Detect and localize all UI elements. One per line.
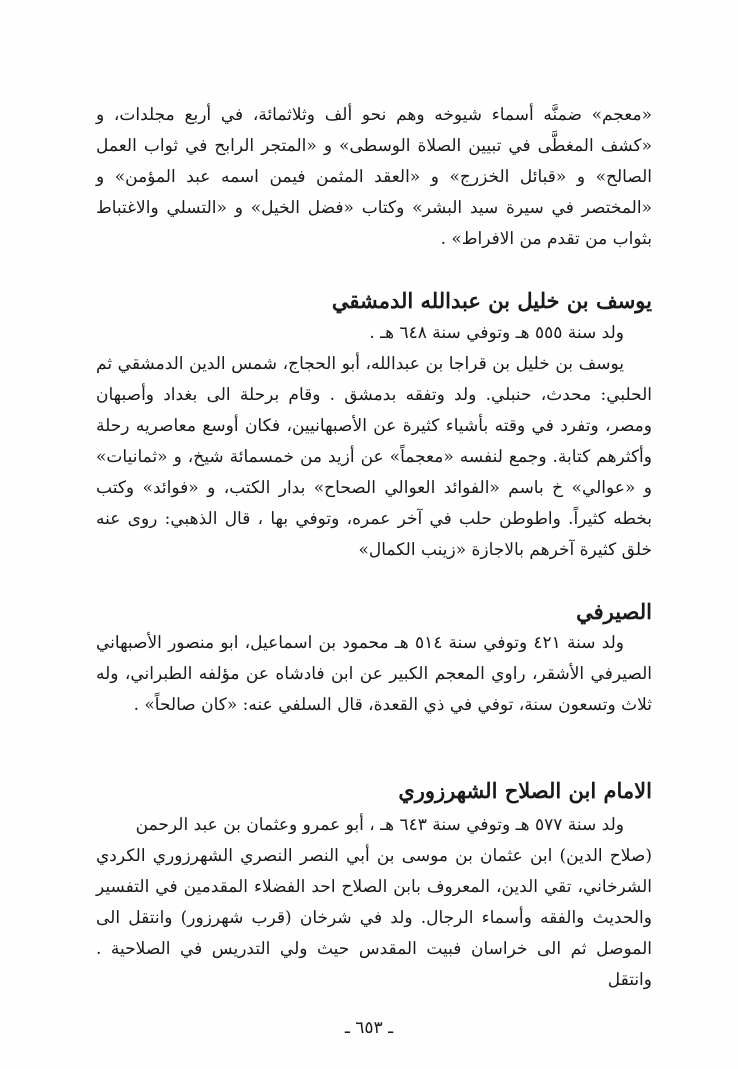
entry-body-yusuf: يوسف بن خليل بن قراجا بن عبدالله، أبو الحجاج، شمس الدين الدمشقي ثم الحلبي: محدث، حنبلي. ولد وتفقه بدمشق . وقام برحلة الى بغداد وأصبهان ومصر، وتفرد في وقته بأشياء كثيرة عن الأصبهانيين، فكان أوسع معاصريه رحلة وأكثرهم كتابة. وجمع لنفسه «معجماً» عن أزيد من خمسمائة شيخ، و «ثمانيات» و «عوالي» خ باسم «الفوائد العوالي الصحاح» بدار الكتب، و «فوائد» وكتب بخطه كثيراً. واطوطن حلب في آخر عمره، وتوفي بها ، قال الذهبي: روى عنه خلق كثيرة آخرهم بالاجازة «زينب الكمال» [96,354,652,560]
page-number: ـ ٦٥٣ ـ [344,1018,394,1038]
entry-dates-ibn-salah: ولد سنة ٥٧٧ هـ وتوفي سنة ٦٤٣ هـ ، أبو عمرو وعثمان بن عبد الرحمن [135,815,624,835]
intro-text: «معجم» ضمنَّه أسماء شيوخه وهم نحو ألف وثلاثمائة، في أربع مجلدات، و «كشف المغطَّى في تبيين الصلاة الوسطى» و «المتجر الرابح في ثواب العمل الصالح» و «قبائل الخزرج» و «العقد المثمن فيمن اسمه عبد المؤمن» و «المختصر في سيرة سيد البشر» وكتاب «فضل الخيل» و «التسلي والاغتباط بثواب من تقدم من الافراط» . [96,105,652,249]
entry-body-ibn-salah: (صلاح الدين) ابن عثمان بن موسى بن أبي النصر النصري الشهرزوري الكردي الشرخاني، تقي الدين، المعروف بابن الصلاح احد الفضلاء المقدمين في التفسير والحديث والفقه وأسماء الرجال. ولد في شرخان (قرب شهرزور) وانتقل الى الموصل ثم الى خراسان فبيت المقدس حيث ولي التدريس في الصلاحية . وانتقل [96,846,652,990]
entry-title-sayrafi: الصيرفي [576,599,652,624]
intro-paragraph [96,100,652,255]
entry-ibn-salah [96,810,652,996]
entry-title-yusuf: يوسف بن خليل بن عبدالله الدمشقي [331,288,652,313]
entry-sayrafi [96,628,652,721]
entry-yusuf [96,318,652,566]
entry-body-sayrafi: ولد سنة ٤٢١ وتوفي سنة ٥١٤ هـ محمود بن اسماعيل، ابو منصور الأصبهاني الصيرفي الأشقر، راوي المعجم الكبير عن ابن فادشاه عن مؤلفه الطبراني، وله ثلاث وتسعون سنة، توفي في ذي القعدة، قال السلفي عنه: «كان صالحاً» . [96,633,652,715]
entry-dates-yusuf: ولد سنة ٥٥٥ هـ وتوفي سنة ٦٤٨ هـ . [369,323,624,343]
entry-title-ibn-salah: الامام ابن الصلاح الشهرزوري [398,778,652,803]
